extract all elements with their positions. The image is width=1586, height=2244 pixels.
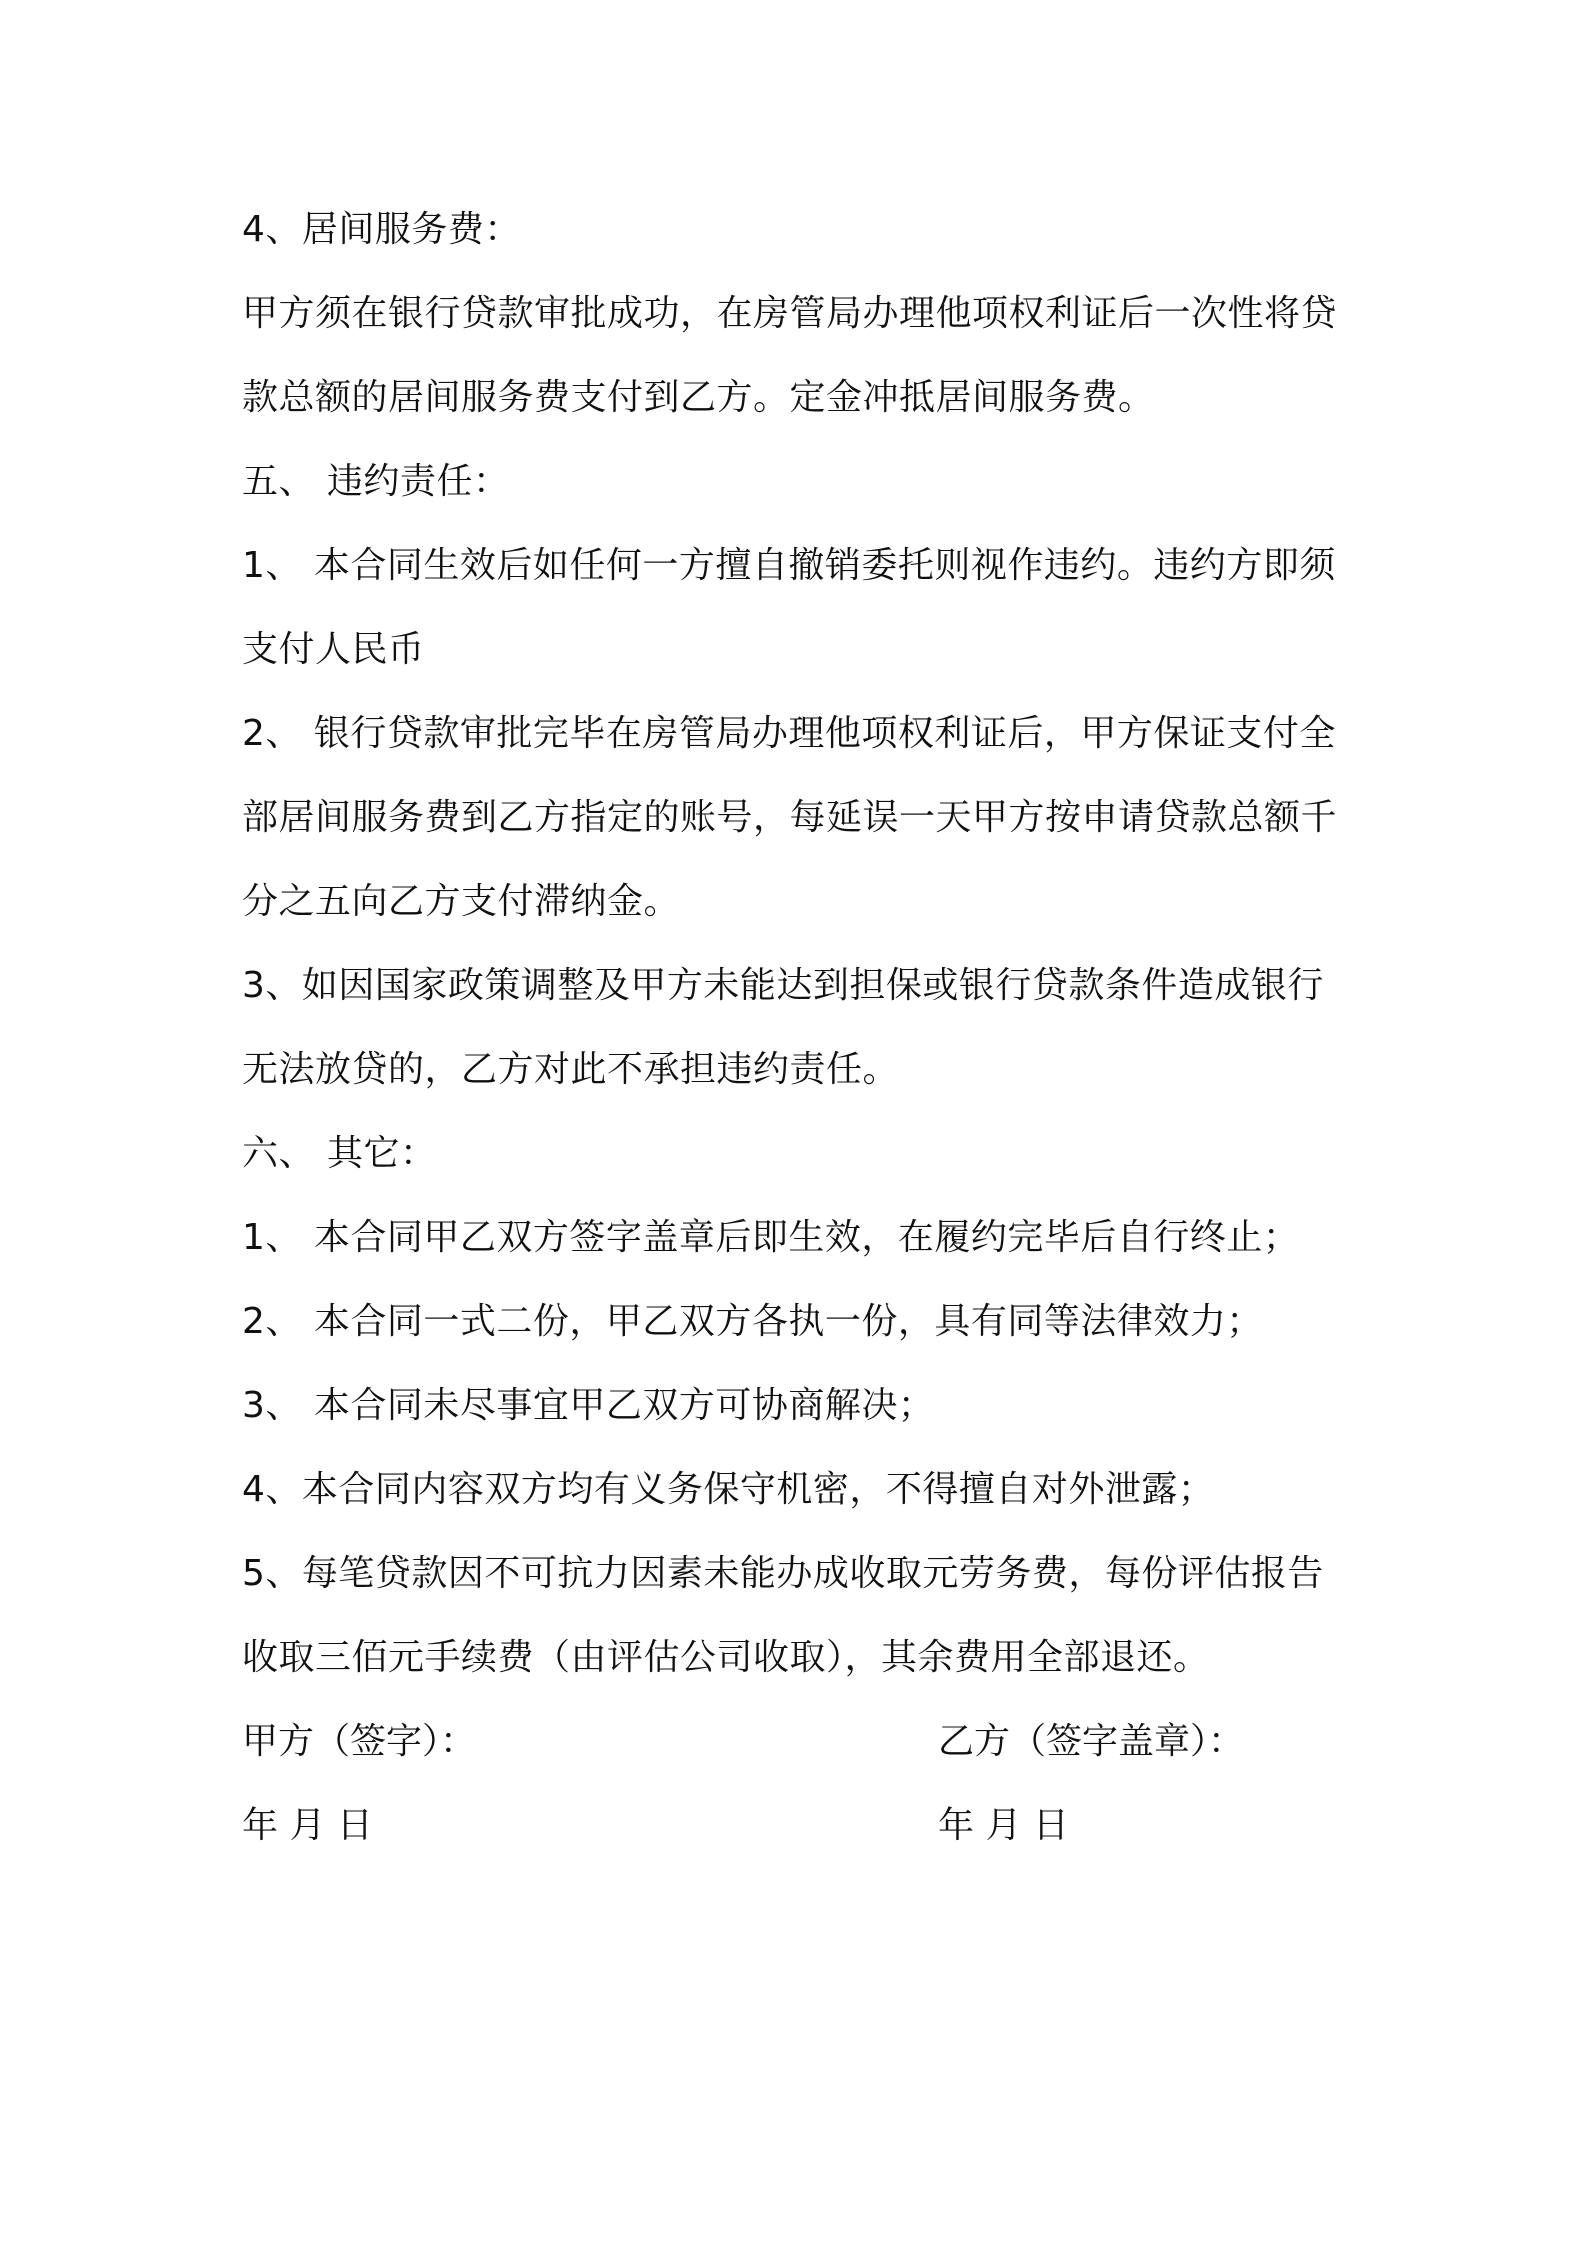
text-line-2: 甲方须在银行贷款审批成功，在房管局办理他项权利证后一次性将贷 [242,293,1338,334]
text-line-18: 收取三佰元手续费（由评估公司收取），其余费用全部退还。 [242,1637,1210,1678]
party-a-date: 年 月 日 [242,1805,373,1846]
text-line-8: 部居间服务费到乙方指定的账号，每延误一天甲方按申请贷款总额千 [242,797,1338,838]
text-line-17: 5、每笔贷款因不可抗力因素未能办成收取元劳务费，每份评估报告 [242,1553,1324,1594]
text-line-11: 无法放贷的，乙方对此不承担违约责任。 [242,1049,900,1090]
party-b-date: 年 月 日 [938,1805,1069,1846]
text-line-3: 款总额的居间服务费支付到乙方。定金冲抵居间服务费。 [242,377,1155,418]
section-heading-6: 六、 其它： [242,1133,437,1174]
party-b-signature-label: 乙方（签字盖章）： [938,1721,1245,1762]
party-a-signature-label: 甲方（签字）： [242,1721,477,1762]
text-line-7: 2、 银行贷款审批完毕在房管局办理他项权利证后，甲方保证支付全 [242,713,1336,754]
section-heading-5: 五、 违约责任： [242,461,510,502]
text-line-14: 2、 本合同一式二份，甲乙双方各执一份，具有同等法律效力； [242,1301,1263,1342]
text-line-13: 1、 本合同甲乙双方签字盖章后即生效，在履约完毕后自行终止； [242,1217,1300,1258]
text-line-15: 3、 本合同未尽事宜甲乙双方可协商解决； [242,1385,935,1426]
text-line-6: 支付人民币 [242,629,425,670]
text-line-10: 3、如因国家政策调整及甲方未能达到担保或银行贷款条件造成银行 [242,965,1324,1006]
text-line-5: 1、 本合同生效后如任何一方擅自撤销委托则视作违约。违约方即须 [242,545,1336,586]
text-line-9: 分之五向乙方支付滞纳金。 [242,881,681,922]
text-line-16: 4、本合同内容双方均有义务保守机密，不得擅自对外泄露； [242,1469,1215,1510]
text-line-1: 4、居间服务费： [242,209,521,250]
